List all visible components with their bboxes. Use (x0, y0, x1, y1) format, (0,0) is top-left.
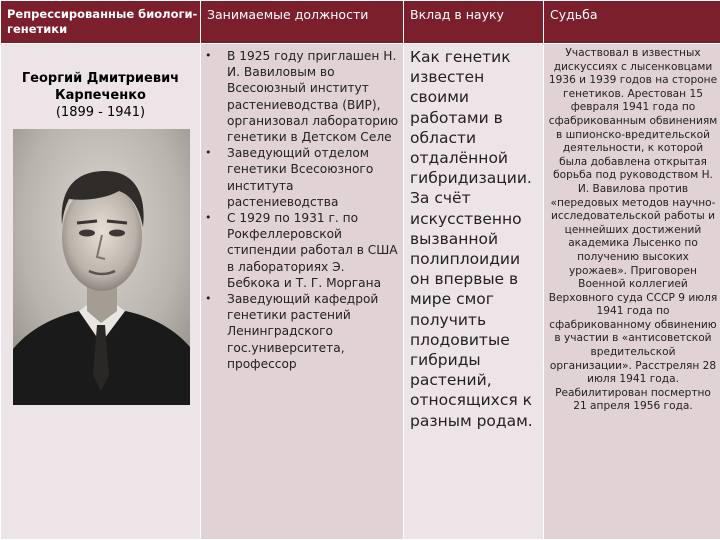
header-fate: Судьба (544, 1, 720, 44)
contribution-cell (404, 44, 544, 540)
positions-list (201, 44, 403, 372)
list-item: • С 1929 по 1931 г. по Рокфеллеровской стипендии работал в США в лабораториях Э. Бебкока и Т. Г. Моргана (205, 211, 398, 290)
bullet-icon: • (205, 211, 212, 225)
list-item: • Заведующий отделом генетики Всесоюзного института растениеводства (205, 146, 374, 209)
bullet-icon: • (205, 292, 212, 306)
bullet-icon: • (205, 49, 212, 62)
scientist-name: Георгий Дмитриевич Карпеченко (21, 71, 180, 103)
header-scientists: Репрессированные биологи-генетики (1, 1, 201, 44)
contribution-text: Как генетик известен своими работами в области отдалённой гибридизации. За счёт искусственно вызванной полиплоидии он впервые в мире смог получить плодовитые гибриды растений, относящихся к разным родам. (410, 48, 533, 430)
fate-text: Участвовал в известных дискуссиях с лысенковцами 1936 и 1939 годов на стороне генетиков. Арестован 15 февраля 1941 года по сфабрикованным обвинениям в шпионско-вредительской деятельности, к которой была добавлена открытая борьба под руководством Н. И. Вавилова против «передовых методов научно-исследовательской работы и ценнейших достижений академика Лысенко по получению высоких урожаев». Приговорен Военной коллегией Верховного суда СССР 9 июля 1941 года по сфабрикованному обвинению в участии в «антисоветской вредительской организации». Расстрелян 28 июля 1941 года. Реабилитирован посмертно 21 апреля 1956 года. (548, 47, 718, 413)
fate-cell (544, 44, 720, 540)
header-row (1, 1, 720, 44)
bullet-icon: • (205, 146, 212, 160)
table-row (1, 44, 720, 540)
header-positions: Занимаемые должности (201, 1, 404, 44)
list-item: • Заведующий кафедрой генетики растений Ленинградского гос.университета, профессор (205, 292, 379, 371)
scientist-years: (1899 - 1941) (55, 105, 146, 120)
header-contribution: Вклад в науку (404, 1, 544, 44)
scientist-cell (1, 44, 201, 540)
list-item: • В 1925 году приглашен Н. И. Вавиловым во Всесоюзный институт растениеводства (ВИР), организовал лабораторию генетики в Детском Селе (205, 49, 399, 145)
positions-cell (201, 44, 404, 540)
portrait-photo (13, 129, 190, 405)
